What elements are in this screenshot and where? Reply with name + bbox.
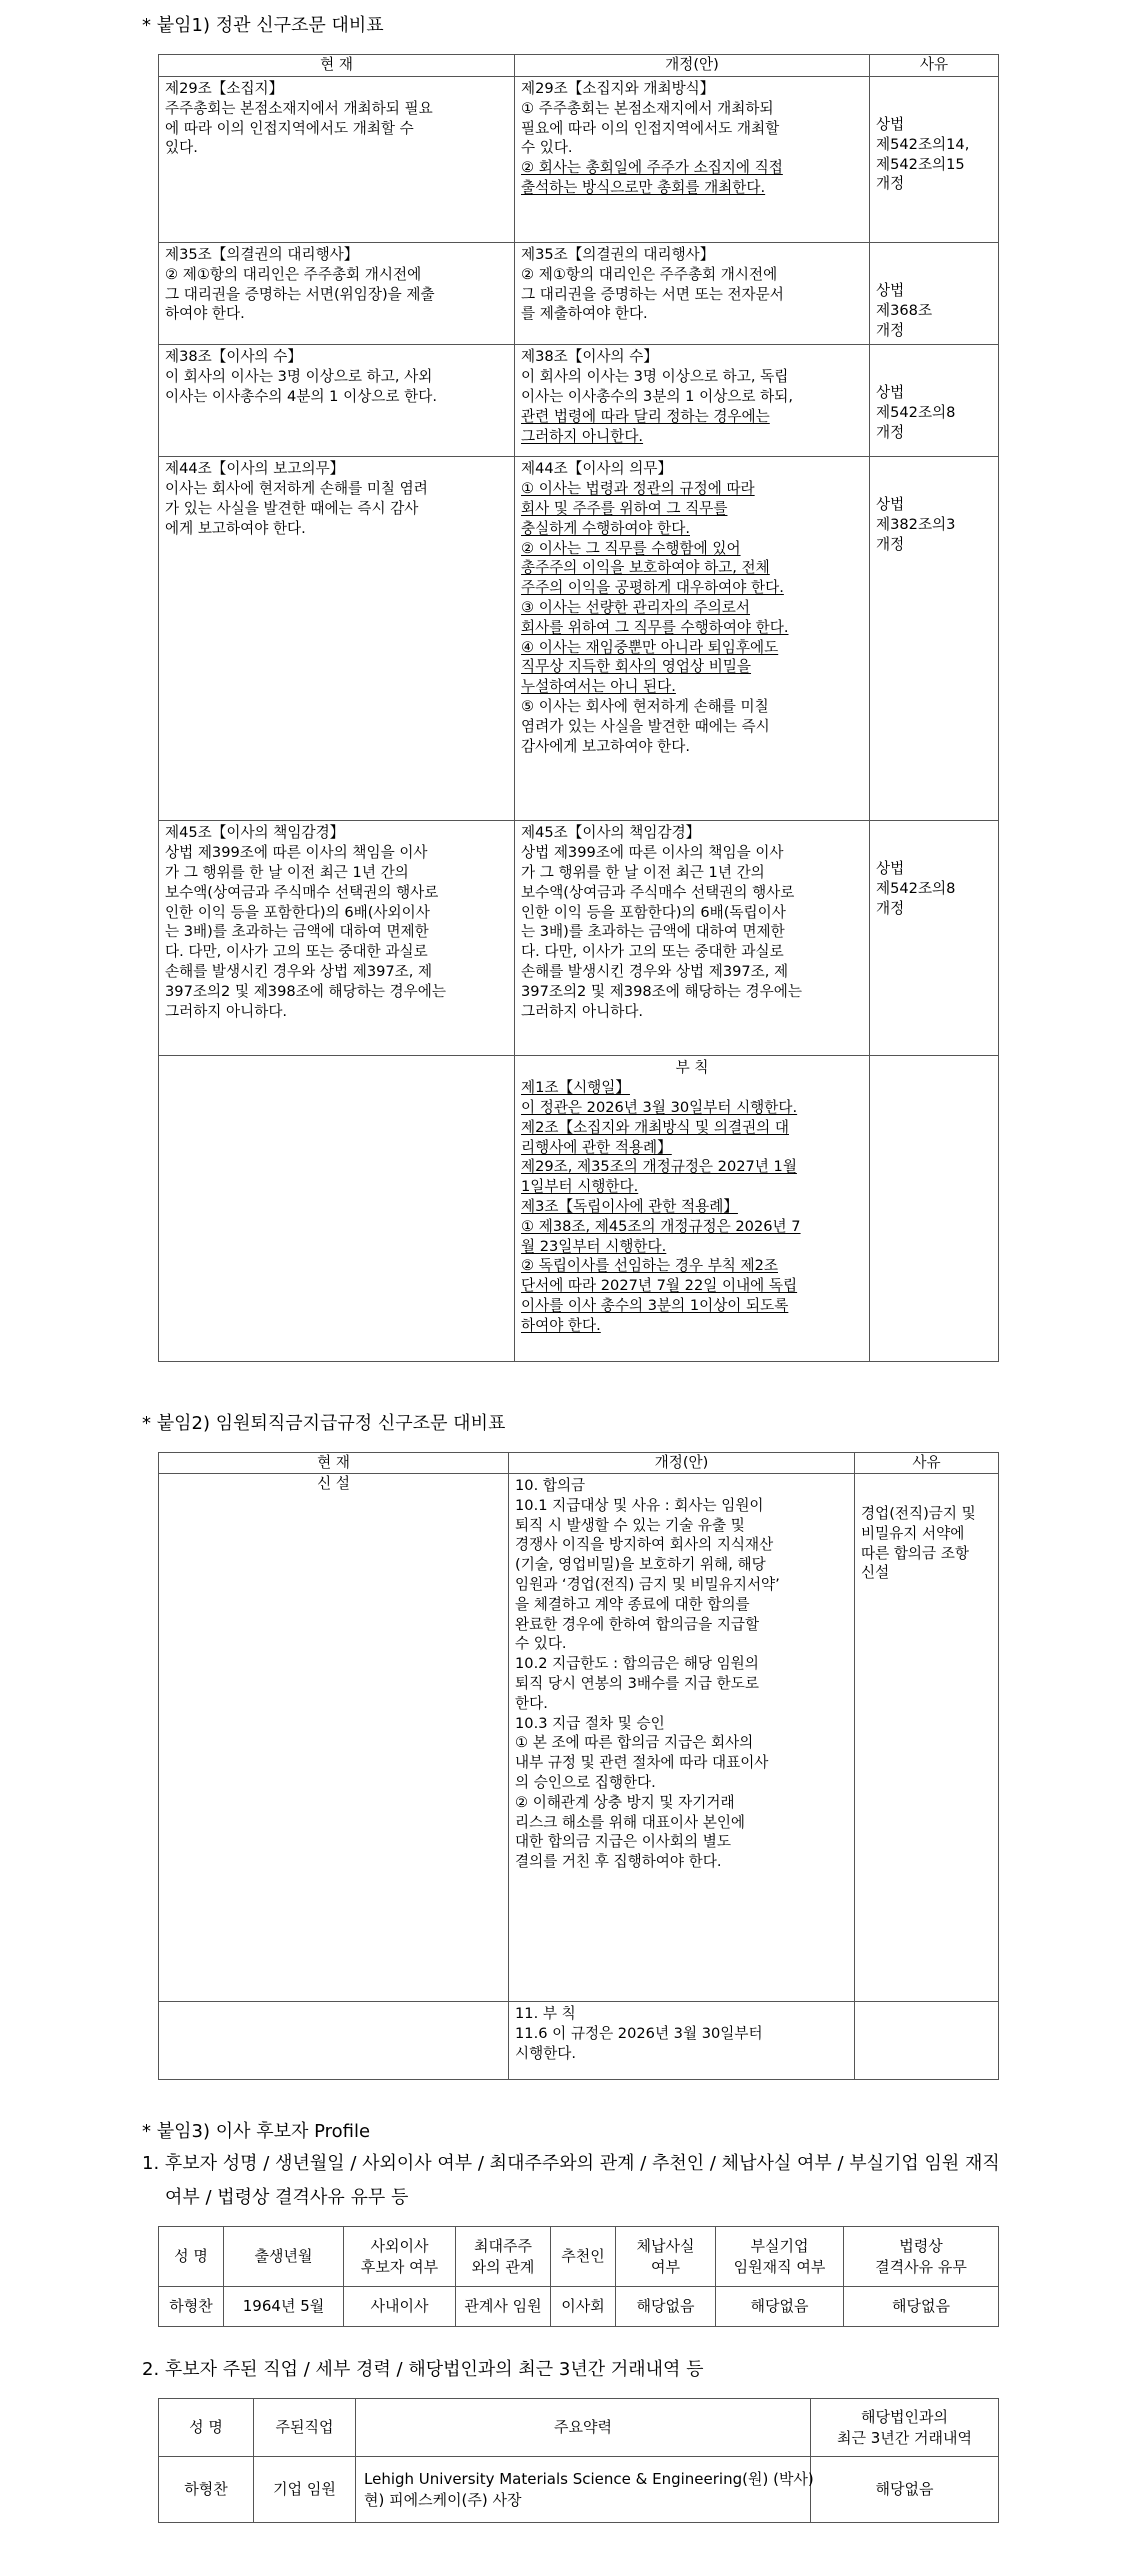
column-header: 출생년월 xyxy=(224,2227,344,2287)
table-row xyxy=(159,821,999,1056)
section1-title: * 붙임1) 정관 신구조문 대비표 xyxy=(142,15,384,36)
column-header: 추천인 xyxy=(551,2227,616,2287)
text-line: 이사는 회사에 현저하게 손해를 미칠 염려 xyxy=(165,480,428,498)
text-line: 내부 규정 및 관련 절차에 따라 대표이사 xyxy=(515,1754,769,1772)
text-line: 감사에게 보고하여야 한다. xyxy=(521,737,690,755)
text-line: 비밀유지 서약에 xyxy=(861,1524,965,1542)
text-line: 다. 다만, 이사가 고의 또는 중대한 과실로 xyxy=(165,943,428,961)
current-cell xyxy=(159,77,515,243)
table-row xyxy=(159,345,999,457)
retirement-rule-comparison-table xyxy=(158,1452,999,2080)
text-line: 10.2 지급한도 : 합의금은 해당 임원의 xyxy=(515,1655,759,1673)
table-row xyxy=(159,2287,999,2327)
current-cell xyxy=(159,457,515,821)
text-line: ③ 이사는 선량한 관리자의 주의로서 xyxy=(521,598,751,616)
text-line: 제1조【시행일】 xyxy=(521,1079,630,1097)
text-line: 에게 보고하여야 한다. xyxy=(165,519,306,537)
text-line: 상법 xyxy=(876,384,905,402)
column-header: 부실기업 임원재직 여부 xyxy=(716,2227,844,2287)
column-header: 최대주주 와의 관계 xyxy=(456,2227,551,2287)
column-header: 주요약력 xyxy=(356,2399,811,2457)
text-line: 제45조【이사의 책임감경】 xyxy=(165,824,345,842)
text-line: 제44조【이사의 보고의무】 xyxy=(165,460,345,478)
reason-cell xyxy=(870,1056,999,1362)
text-line: 있다. xyxy=(165,139,198,157)
articles-comparison-table xyxy=(158,54,999,1362)
header-reason: 사유 xyxy=(855,1453,999,1474)
text-line: ⑤ 이사는 회사에 현저하게 손해를 미칠 xyxy=(521,697,769,715)
revised-cell xyxy=(509,2002,855,2080)
text-line: 따른 합의금 조항 xyxy=(861,1544,969,1562)
text-line: 충실하게 수행하여야 한다. xyxy=(521,519,690,537)
table-cell: 관계사 임원 xyxy=(456,2287,551,2327)
text-line: 퇴직 시 발생할 수 있는 기술 유출 및 xyxy=(515,1516,745,1534)
text-line: 10.1 지급대상 및 사유 : 회사는 임원이 xyxy=(515,1496,764,1514)
text-line: 상법 xyxy=(876,282,905,299)
column-header: 주된직업 xyxy=(254,2399,356,2457)
text-line: 에 따라 이의 인접지역에서도 개최할 수 xyxy=(165,119,414,137)
text-line: 리행사에 관한 적용례】 xyxy=(521,1138,672,1156)
candidate-job: 기업 임원 xyxy=(254,2457,356,2523)
revised-cell xyxy=(515,1056,870,1362)
text-line: ④ 이사는 재임중뿐만 아니라 퇴임후에도 xyxy=(521,638,779,656)
profile-item2: 2. 후보자 주된 직업 / 세부 경력 / 해당법인과의 최근 3년간 거래내역 등 xyxy=(142,2359,704,2380)
text-line: 결의를 거친 후 집행하여야 한다. xyxy=(515,1853,722,1871)
table-cell: 이사회 xyxy=(551,2287,616,2327)
column-header: 법령상 결격사유 유무 xyxy=(844,2227,999,2287)
text-line: 이사를 이사 총수의 3분의 1이상이 되도록 xyxy=(521,1296,789,1314)
column-header: 성 명 xyxy=(159,2399,254,2457)
current-cell xyxy=(159,1056,515,1362)
text-line: 수 있다. xyxy=(515,1635,567,1653)
text-line: 제542조의8 xyxy=(876,404,956,422)
text-line: 397조의2 및 제398조에 해당하는 경우에는 xyxy=(521,982,802,1000)
text-line: ② 이사는 그 직무를 수행함에 있어 xyxy=(521,539,741,557)
text-line: 직무상 지득한 회사의 영업상 비밀을 xyxy=(521,658,752,676)
text-line: 제368조 xyxy=(876,301,933,319)
column-header: 해당법인과의 최근 3년간 거래내역 xyxy=(811,2399,999,2457)
current-cell xyxy=(159,345,515,457)
text-line: 를 제출하여야 한다. xyxy=(521,305,648,323)
text-line: 397조의2 및 제398조에 해당하는 경우에는 xyxy=(165,982,446,1000)
current-cell: 신 설 xyxy=(159,1474,509,2002)
text-line: 보수액(상여금과 주식매수 선택권의 행사로 xyxy=(521,883,795,901)
text-line: 제35조【의결권의 대리행사】 xyxy=(165,246,359,263)
text-line: 제35조【의결권의 대리행사】 xyxy=(521,246,715,263)
table-cell: 해당없음 xyxy=(616,2287,716,2327)
reason-cell xyxy=(870,821,999,1056)
reason-cell xyxy=(855,2002,999,2080)
text-line: 그 대리권을 증명하는 서면(위임장)을 제출 xyxy=(165,285,435,303)
text-line: ② 독립이사를 선임하는 경우 부칙 제2조 xyxy=(521,1257,779,1275)
text-line: 인한 이익 등을 포함한다)의 6배(사외이사 xyxy=(165,903,430,921)
text-line: 개정 xyxy=(876,423,905,441)
text-line: ① 본 조에 따른 합의금 지급은 회사의 xyxy=(515,1734,754,1752)
text-line: 개정 xyxy=(876,175,905,193)
candidate-profile-table xyxy=(158,2226,999,2327)
text-line: 을 체결하고 계약 종료에 대한 합의를 xyxy=(515,1595,750,1613)
text-line: 이사는 이사총수의 3분의 1 이상으로 하되, xyxy=(521,387,793,405)
table-cell: 1964년 5월 xyxy=(224,2287,344,2327)
text-line: 월 23일부터 시행한다. xyxy=(521,1237,667,1255)
text-line: 다. 다만, 이사가 고의 또는 중대한 과실로 xyxy=(521,943,784,961)
table-cell: 해당없음 xyxy=(844,2287,999,2327)
text-line: 그러하지 아니하다. xyxy=(165,1002,288,1020)
text-line: 손해를 발생시킨 경우와 상법 제397조, 제 xyxy=(165,962,433,980)
text-line: 개정 xyxy=(876,321,905,339)
text-line: 상법 xyxy=(876,496,905,514)
table-row xyxy=(159,243,999,345)
text-line: 누설하여서는 아니 된다. xyxy=(521,678,676,696)
text-line: 회사를 위하여 그 직무를 수행하여야 한다. xyxy=(521,618,789,636)
career-line: Lehigh University Materials Science & Engineering(원) (박사) xyxy=(364,2469,814,2488)
text-line: ① 제38조, 제45조의 개정규정은 2026년 7 xyxy=(521,1217,801,1235)
text-line: 회사 및 주주를 위하여 그 직무를 xyxy=(521,499,728,517)
text-line: 제542조의14, xyxy=(876,135,970,153)
text-line: 총주주의 이익을 보호하여야 하고, 전체 xyxy=(521,559,770,577)
text-line: 상법 xyxy=(876,116,905,133)
reason-cell xyxy=(870,77,999,243)
text-line: 하여야 한다. xyxy=(521,1316,601,1334)
text-line: 이 회사의 이사는 3명 이상으로 하고, 독립 xyxy=(521,368,789,386)
header-revised: 개정(안) xyxy=(509,1453,855,1474)
text-line: 제29조, 제35조의 개정규정은 2027년 1월 xyxy=(521,1158,797,1176)
revised-cell xyxy=(515,243,870,345)
text-line: ② 제①항의 대리인은 주주총회 개시전에 xyxy=(165,265,422,283)
text-line: ① 이사는 법령과 정관의 규정에 따라 xyxy=(521,480,755,498)
transaction-history: 해당없음 xyxy=(811,2457,999,2523)
text-line: 제2조【소집지와 개최방식 및 의결권의 대 xyxy=(521,1118,789,1136)
candidate-name: 하형찬 xyxy=(159,2457,254,2523)
current-cell xyxy=(159,821,515,1056)
revised-cell xyxy=(515,457,870,821)
header-current: 현 재 xyxy=(159,55,515,77)
text-line: 대한 합의금 지급은 이사회의 별도 xyxy=(515,1833,731,1851)
text-line: 1일부터 시행한다. xyxy=(521,1178,639,1196)
text-line: 제382조의3 xyxy=(876,516,956,534)
text-line: 시행한다. xyxy=(515,2044,577,2062)
header-current: 현 재 xyxy=(159,1453,509,1474)
profile-item1-line2: 여부 / 법령상 결격사유 유무 등 xyxy=(165,2187,409,2208)
text-line: ① 주주총회는 본점소재지에서 개최하되 xyxy=(521,99,774,117)
text-line: 퇴직 당시 연봉의 3배수를 지급 한도로 xyxy=(515,1674,759,1692)
text-line: 11. 부 칙 xyxy=(515,2005,576,2022)
text-line: 필요에 따라 이의 인접지역에서도 개최할 xyxy=(521,119,780,137)
text-line: 10.3 지급 절차 및 승인 xyxy=(515,1714,665,1732)
text-line: 제45조【이사의 책임감경】 xyxy=(521,824,701,842)
text-line: 이 정관은 2026년 3월 30일부터 시행한다. xyxy=(521,1098,798,1116)
text-line: 가 있는 사실을 발견한 때에는 즉시 감사 xyxy=(165,499,419,517)
revised-cell xyxy=(515,77,870,243)
text-line: 가 그 행위를 한 날 이전 최근 1년 간의 xyxy=(165,863,409,881)
table-row xyxy=(159,2457,999,2523)
column-header: 체납사실 여부 xyxy=(616,2227,716,2287)
candidate-career xyxy=(356,2457,814,2523)
profile-item1-line1: 1. 후보자 성명 / 생년월일 / 사외이사 여부 / 최대주주와의 관계 / 추천인 / 체납사실 여부 / 부실기업 임원 재직 xyxy=(142,2153,1000,2174)
text-line: ② 회사는 총회일에 주주가 소집지에 직접 xyxy=(521,159,783,177)
revised-cell xyxy=(515,821,870,1056)
text-line: (기술, 영업비밀)을 보호하기 위해, 해당 xyxy=(515,1556,766,1574)
text-line: 그러하지 아니하다. xyxy=(521,1002,644,1020)
text-line: 염려가 있는 사실을 발견한 때에는 즉시 xyxy=(521,717,770,735)
text-line: 상법 xyxy=(876,860,905,878)
text-line: 인한 이익 등을 포함한다)의 6배(독립이사 xyxy=(521,903,786,921)
column-header: 성 명 xyxy=(159,2227,224,2287)
text-line: 제542조의8 xyxy=(876,880,956,898)
current-cell xyxy=(159,2002,509,2080)
text-line: 단서에 따라 2027년 7월 22일 이내에 독립 xyxy=(521,1277,798,1295)
section3-title: * 붙임3) 이사 후보자 Profile xyxy=(142,2121,371,2142)
text-line: 개정 xyxy=(876,535,905,553)
text-line: 제38조【이사의 수】 xyxy=(521,348,658,366)
text-line: 보수액(상여금과 주식매수 선택권의 행사로 xyxy=(165,883,439,901)
header-reason: 사유 xyxy=(870,55,999,77)
text-line: 그러하지 아니한다. xyxy=(521,427,644,445)
text-line: ② 이해관계 상충 방지 및 자기거래 xyxy=(515,1793,735,1811)
text-line: 신설 xyxy=(861,1564,890,1582)
table-row xyxy=(159,1056,999,1362)
text-line: 개정 xyxy=(876,899,905,917)
text-line: 부 칙 xyxy=(675,1059,709,1077)
reason-cell xyxy=(870,457,999,821)
text-line: 제44조【이사의 의무】 xyxy=(521,460,673,478)
text-line: 제3조【독립이사에 관한 적용례】 xyxy=(521,1197,738,1215)
table-cell: 사내이사 xyxy=(344,2287,456,2327)
revised-cell xyxy=(515,345,870,457)
column-header: 사외이사 후보자 여부 xyxy=(344,2227,456,2287)
header-revised: 개정(안) xyxy=(515,55,870,77)
text-line: 제38조【이사의 수】 xyxy=(165,348,302,366)
text-line: 상법 제399조에 따른 이사의 책임을 이사 xyxy=(165,844,428,862)
section2-title: * 붙임2) 임원퇴직금지급규정 신구조문 대비표 xyxy=(142,1413,506,1434)
text-line: 주주총회는 본점소재지에서 개최하되 필요 xyxy=(165,99,433,117)
table-row xyxy=(159,2002,999,2080)
text-line: 제29조【소집지】 xyxy=(165,80,284,97)
table-row xyxy=(159,1474,999,2002)
text-line: 하여야 한다. xyxy=(165,305,245,323)
table-cell: 하형찬 xyxy=(159,2287,224,2327)
text-line: 리스크 해소를 위해 대표이사 본인에 xyxy=(515,1813,746,1831)
text-line: 그 대리권을 증명하는 서면 또는 전자문서 xyxy=(521,285,784,303)
text-line: ② 제①항의 대리인은 주주총회 개시전에 xyxy=(521,265,778,283)
text-line: 경업(전직)금지 및 xyxy=(861,1505,976,1522)
text-line: 가 그 행위를 한 날 이전 최근 1년 간의 xyxy=(521,863,765,881)
text-line: 의 승인으로 집행한다. xyxy=(515,1773,656,1791)
text-line: 이사는 이사총수의 4분의 1 이상으로 한다. xyxy=(165,387,437,405)
text-line: 이 회사의 이사는 3명 이상으로 하고, 사외 xyxy=(165,368,433,386)
current-cell xyxy=(159,243,515,345)
career-line: 현) 피에스케이(주) 사장 xyxy=(364,2490,522,2509)
table-row xyxy=(159,457,999,821)
text-line: 완료한 경우에 한하여 합의금을 지급할 xyxy=(515,1615,760,1633)
text-line: 11.6 이 규정은 2026년 3월 30일부터 xyxy=(515,2024,763,2042)
table-row xyxy=(159,77,999,243)
text-line: 는 3배)를 초과하는 금액에 대하여 면제한 xyxy=(165,923,429,941)
text-line: 제29조【소집지와 개최방식】 xyxy=(521,80,715,97)
text-line: 손해를 발생시킨 경우와 상법 제397조, 제 xyxy=(521,962,789,980)
text-line: 출석하는 방식으로만 총회를 개최한다. xyxy=(521,178,766,196)
table-cell: 해당없음 xyxy=(716,2287,844,2327)
text-line: 주주의 이익을 공평하게 대우하여야 한다. xyxy=(521,579,784,597)
reason-cell xyxy=(870,243,999,345)
text-line: 한다. xyxy=(515,1694,548,1712)
text-line: 경쟁사 이직을 방지하여 회사의 지식재산 xyxy=(515,1536,774,1554)
reason-cell xyxy=(870,345,999,457)
text-line: 수 있다. xyxy=(521,139,573,157)
text-line: 임원과 ‘경업(전직) 금지 및 비밀유지서약’ xyxy=(515,1575,780,1593)
text-line: 는 3배)를 초과하는 금액에 대하여 면제한 xyxy=(521,923,785,941)
text-line: 제542조의15 xyxy=(876,155,965,173)
text-line: 10. 합의금 xyxy=(515,1477,586,1494)
table-header-row xyxy=(159,2227,999,2287)
reason-cell xyxy=(855,1474,999,2002)
table-header-row xyxy=(159,2399,999,2457)
candidate-career-table xyxy=(158,2398,999,2523)
text-line: 관련 법령에 따라 달리 정하는 경우에는 xyxy=(521,407,770,425)
revised-cell xyxy=(509,1474,855,2002)
text-line: 상법 제399조에 따른 이사의 책임을 이사 xyxy=(521,844,784,862)
